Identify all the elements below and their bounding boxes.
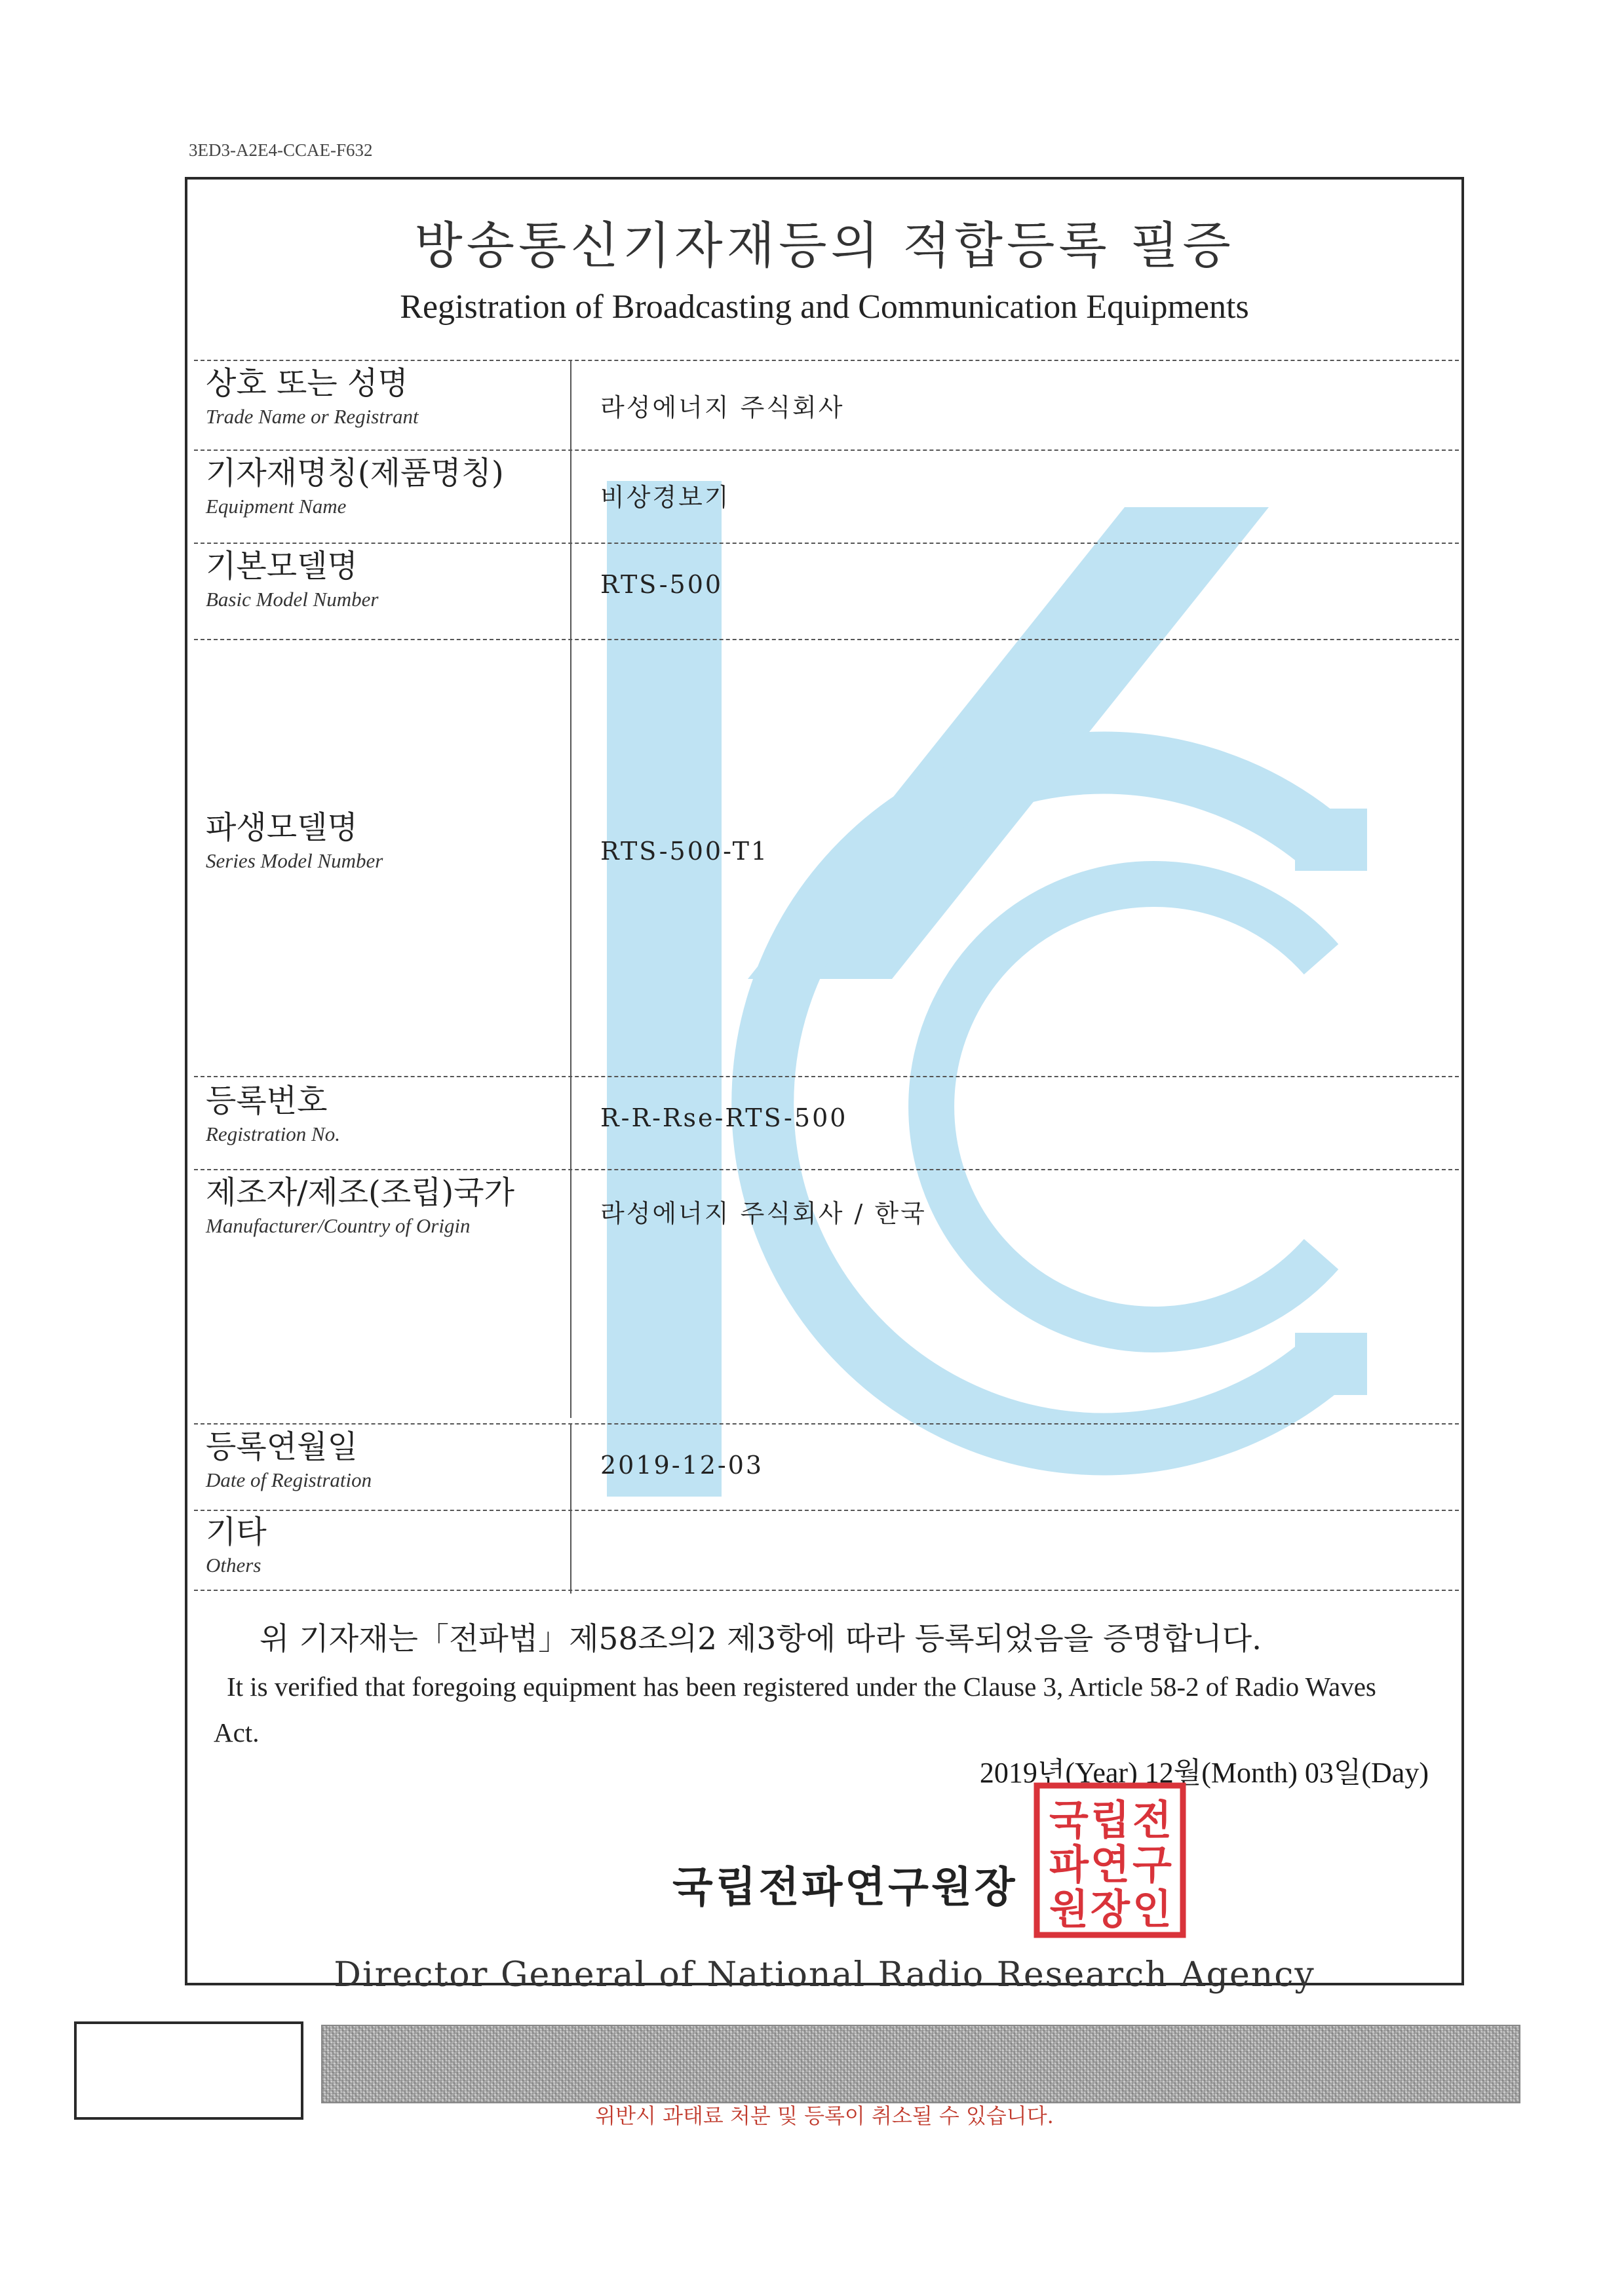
trade-name-value: 라성에너지 주식회사 [600,393,845,422]
table-row [194,450,1459,543]
table-row [194,1510,1459,1591]
table-row [194,1076,1459,1169]
table-row [194,543,1459,639]
title-korean: 방송통신기자재등의 적합등록 필증 [414,216,1235,275]
field-label-ko: 파생모델명 [206,809,358,846]
field-label-ko: 기타 [206,1514,267,1550]
agency-name-korean: 국립전파연구원장 [672,1863,1018,1912]
field-label-ko: 기자재명칭(제품명칭) [206,455,504,491]
field-label-ko: 기본모델명 [206,548,358,584]
field-label-en: Series Model Number [206,849,383,872]
statement-korean: 위 기자재는「전파법」제58조의2 제3항에 따라 등록되었음을 증명합니다. [260,1621,1262,1657]
registration-table-lower [194,1423,1459,1591]
blank-box [74,2021,303,2120]
field-label-en: Others [206,1553,261,1577]
svg-text:전: 전 [1132,1796,1172,1844]
svg-text:장: 장 [1091,1885,1130,1933]
certificate-frame [185,177,1464,2128]
statement-english: It is verified that foregoing equipment has been registered under the Clause 3, Article 58-2 of Radio Waves Act. [214,1672,1376,1748]
svg-text:인: 인 [1132,1885,1172,1933]
field-label-en: Basic Model Number [206,587,379,611]
official-seal-stamp [1033,1782,1187,1939]
field-label-en: Registration No. [206,1122,340,1145]
series-model-value: RTS-500-T1 [600,837,769,866]
notice-line-2: 위반시 과태료 처분 및 등록이 취소될 수 있습니다. [595,2103,1054,2128]
equipment-name-value: 비상경보기 [600,483,731,512]
svg-text:구: 구 [1132,1841,1172,1888]
registration-date-value: 2019-12-03 [600,1451,764,1480]
table-row [194,639,1459,1076]
document-id: 3ED3-A2E4-CCAE-F632 [189,140,373,160]
field-label-en: Date of Registration [206,1468,372,1491]
table-row [194,360,1459,450]
field-label-en: Equipment Name [206,494,347,518]
issue-date: 2019년(Year) 12월(Month) 03일(Day) [979,1757,1429,1789]
registration-no-value: R-R-Rse-RTS-500 [600,1103,848,1132]
registration-table [194,360,1459,1259]
title-english: Registration of Broadcasting and Communication Equipments [400,288,1249,326]
field-label-ko: 등록연월일 [206,1428,358,1465]
svg-text:국: 국 [1049,1796,1089,1844]
agency-name-english: Director General of National Radio Research Agency [334,1955,1315,1995]
basic-model-value: RTS-500 [600,570,724,599]
field-label-en: Trade Name or Registrant [206,404,419,428]
svg-text:파: 파 [1049,1841,1089,1888]
table-row [194,1169,1459,1259]
field-label-ko: 등록번호 [206,1082,328,1119]
field-label-en: Manufacturer/Country of Origin [206,1214,471,1237]
svg-text:립: 립 [1091,1796,1130,1844]
field-label-ko: 제조자/제조(조립)국가 [206,1174,514,1211]
security-pattern-strip [321,2025,1520,2103]
field-label-ko: 상호 또는 성명 [206,365,408,402]
manufacturer-value: 라성에너지 주식회사 / 한국 [600,1199,927,1228]
svg-text:원: 원 [1049,1885,1089,1933]
table-row [194,1423,1459,1510]
svg-text:연: 연 [1091,1841,1130,1888]
